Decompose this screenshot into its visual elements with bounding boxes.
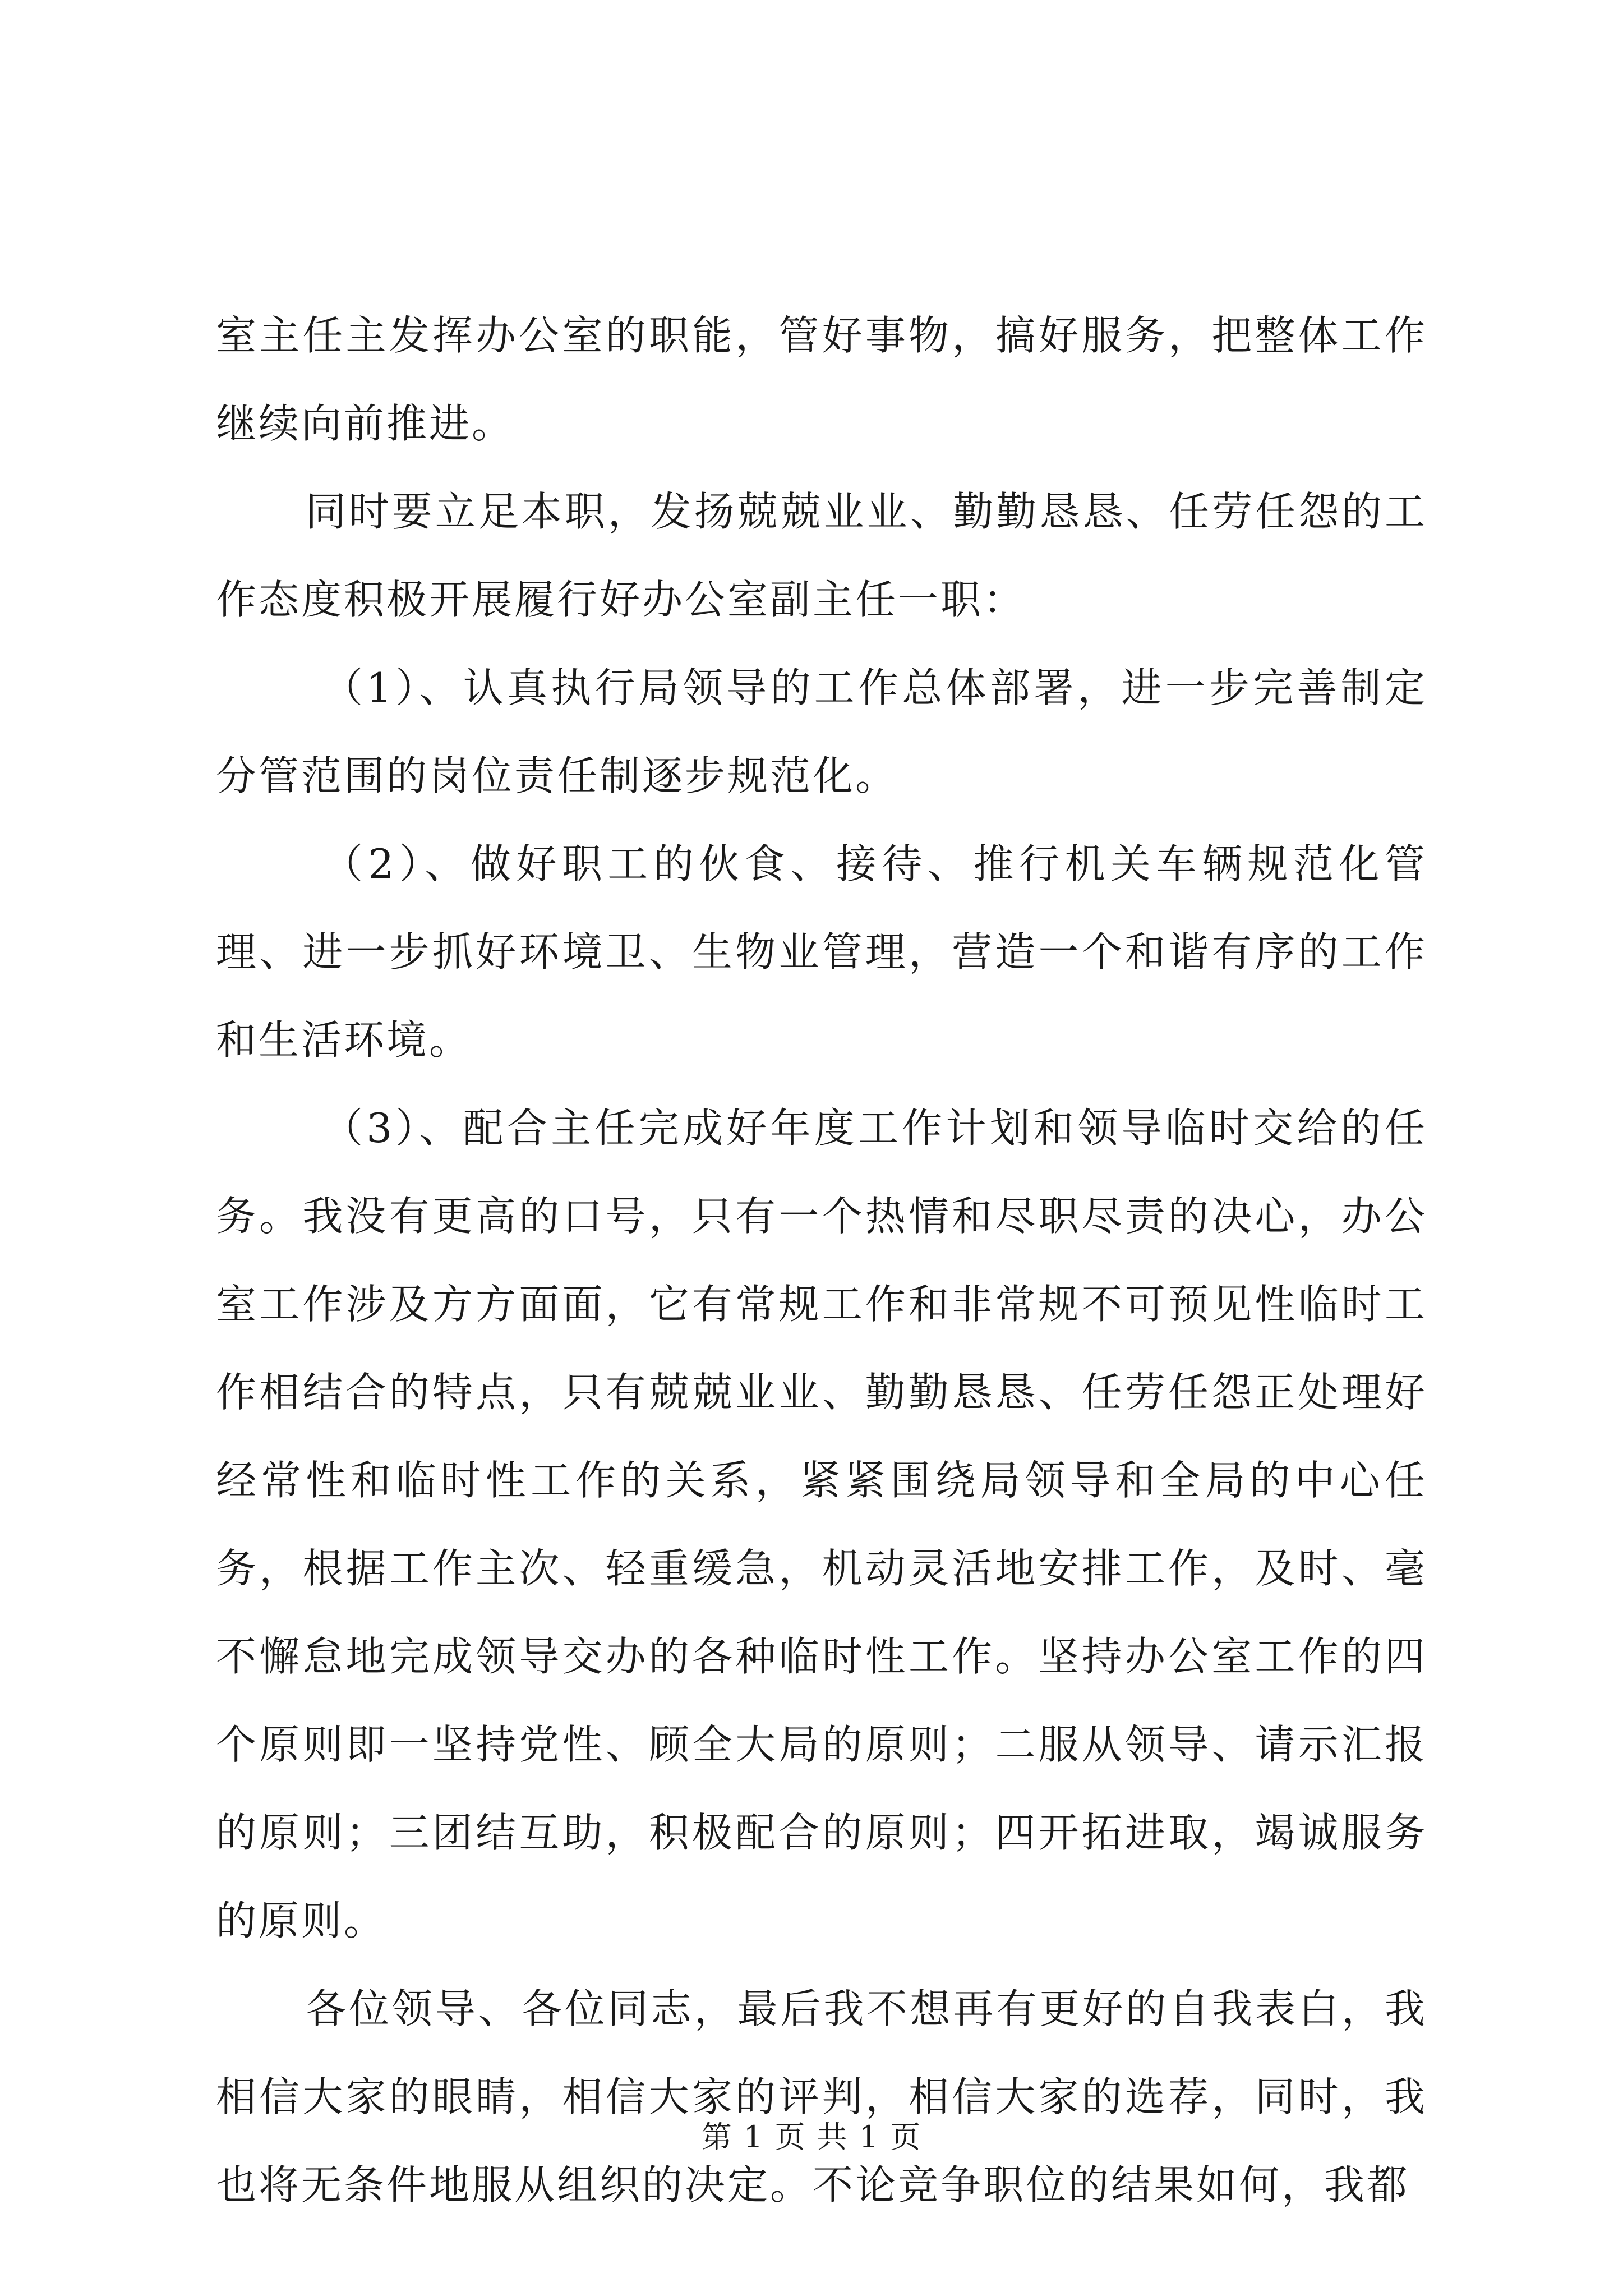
paragraph-item-3: （3）、配合主任完成好年度工作计划和领导临时交给的任务。我没有更高的口号，只有一个热情和尽职尽责的决心，办公室工作涉及方方面面，它有常规工作和非常规不可预见性临时工作相结合的特点，只有兢兢业业、勤勤恳恳、任劳任怨正处理好经常性和临时性工作的关系，紧紧围绕局领导和全局的中心任务，根据工作主次、轻重缓急，机动灵活地安排工作，及时、毫不懈怠地完成领导交办的各种临时性工作。坚持办公室工作的四个原则即一坚持党性、顾全大局的原则；二服从领导、请示汇报的原则；三团结互助，积极配合的原则；四开拓进取，竭诚服务的原则。	[216, 1105, 1427, 1944]
page-footer	[0, 2115, 1623, 2160]
paragraph-closing: 各位领导、各位同志，最后我不想再有更好的自我表白，我相信大家的眼睛，相信大家的评判，相信大家的选荐，同时，我也将无条件地服从组织的决定。不论竞争职位的结果如何，我都	[216, 1985, 1427, 2208]
paragraph-duties-intro: 同时要立足本职，发扬兢兢业业、勤勤恳恳、任劳任怨的工作态度积极开展履行好办公室副主任一职：	[216, 488, 1427, 623]
paragraph-item-1: （1）、认真执行局领导的工作总体部署，进一步完善制定分管范围的岗位责任制逐步规范化。	[216, 664, 1427, 799]
document-body	[216, 292, 1427, 2229]
paragraph-item-2: （2）、做好职工的伙食、接待、推行机关车辆规范化管理、进一步抓好环境卫、生物业管理，营造一个和谐有序的工作和生活环境。	[216, 840, 1427, 1064]
page-number-label: 第 1 页 共 1 页	[701, 2119, 922, 2155]
paragraph-continuation: 室主任主发挥办公室的职能，管好事物，搞好服务，把整体工作继续向前推进。	[216, 312, 1427, 447]
